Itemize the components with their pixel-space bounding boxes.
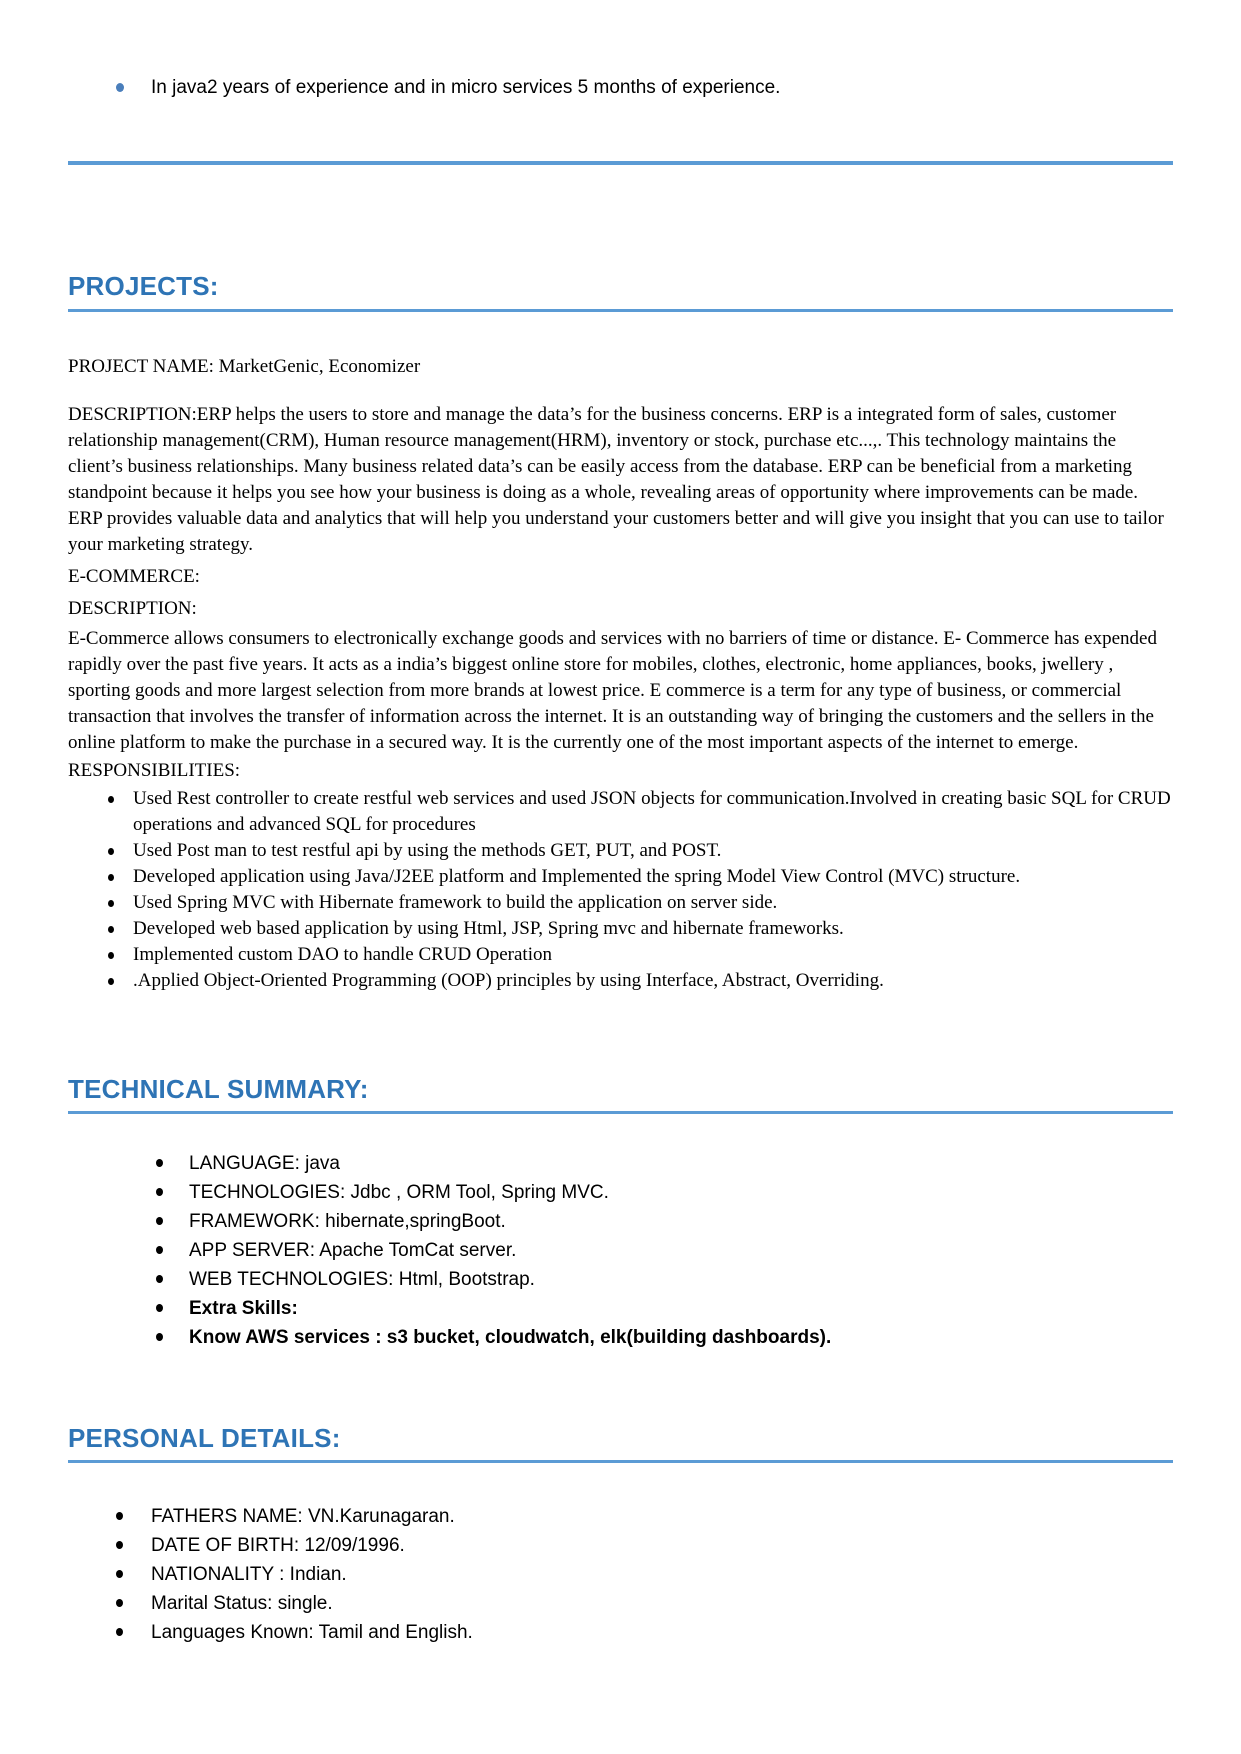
technical-skill-item: FRAMEWORK: hibernate,springBoot. — [68, 1207, 1173, 1236]
technical-skill-item: TECHNOLOGIES: Jdbc , ORM Tool, Spring MVC. — [68, 1178, 1173, 1207]
personal-details-underline — [68, 1460, 1173, 1463]
personal-detail-item: NATIONALITY : Indian. — [68, 1560, 1173, 1589]
responsibility-item: .Applied Object-Oriented Programming (OOP) principles by using Interface, Abstract, Overriding. — [68, 968, 1173, 994]
technical-summary-list — [68, 1149, 1173, 1352]
ecommerce-description: E-Commerce allows consumers to electronically exchange goods and services with no barriers of time or distance. E- Commerce has expended rapidly over the past five years. It acts as a india’s biggest online store for mobiles, clothes, electronic, home appliances, books, jwellery , sporting goods and more largest selection from more brands at lowest price. E commerce is a term for any type of business, or commercial transaction that involves the transfer of information across the internet. It is an outstanding way of bringing the customers and the sellers in the online platform to make the purchase in a secured way. It is the currently one of the most important aspects of the internet to emerge. — [68, 628, 1157, 753]
personal-detail-item: Languages Known: Tamil and English. — [68, 1618, 1173, 1647]
description-label: DESCRIPTION: — [68, 598, 197, 619]
responsibility-item: Used Rest controller to create restful web services and used JSON objects for communication.Involved in creating basic SQL for CRUD operations and advanced SQL for procedures — [68, 786, 1173, 838]
personal-detail-item: Marital Status: single. — [68, 1589, 1173, 1618]
technical-skill-item: Know AWS services : s3 bucket, cloudwatch, elk(building dashboards). — [68, 1323, 1173, 1352]
technical-skill-item: APP SERVER: Apache TomCat server. — [68, 1236, 1173, 1265]
projects-heading-underline — [68, 309, 1173, 312]
project-name-line: PROJECT NAME: MarketGenic, Economizer — [68, 356, 421, 377]
responsibility-item: Developed application using Java/J2EE platform and Implemented the spring Model View Control (MVC) structure. — [68, 864, 1173, 890]
responsibility-item: Developed web based application by using Html, JSP, Spring mvc and hibernate frameworks. — [68, 916, 1173, 942]
technical-summary-heading: TECHNICAL SUMMARY: — [68, 1074, 369, 1104]
personal-detail-item: DATE OF BIRTH: 12/09/1996. — [68, 1531, 1173, 1560]
responsibilities-label: RESPONSIBILITIES: — [68, 760, 241, 781]
responsibilities-list — [68, 786, 1173, 994]
responsibility-item: Implemented custom DAO to handle CRUD Operation — [68, 942, 1173, 968]
responsibility-item: Used Post man to test restful api by using the methods GET, PUT, and POST. — [68, 838, 1173, 864]
intro-bullet-item: In java2 years of experience and in micro services 5 months of experience. — [68, 75, 1173, 100]
intro-bullet-list — [68, 75, 1173, 100]
personal-details-list — [68, 1502, 1173, 1647]
document-content — [68, 75, 1173, 1647]
project-description: DESCRIPTION:ERP helps the users to store and manage the data’s for the business concerns. ERP is a integrated form of sales, customer relationship management(CRM), Human resource management(HRM), inventory or stock, purchase etc...,. This technology maintains the client’s business relationships. Many business related data’s can be easily access from the database. ERP can be beneficial from a marketing standpoint because it helps you see how your business is doing as a whole, revealing areas of opportunity where improvements can be made. ERP provides valuable data and analytics that will help you understand your customers better and will give you insight that you can use to tailor your marketing strategy. — [68, 404, 1164, 555]
ecommerce-label: E-COMMERCE: — [68, 566, 200, 587]
technical-skill-item: LANGUAGE: java — [68, 1149, 1173, 1178]
personal-detail-item: FATHERS NAME: VN.Karunagaran. — [68, 1502, 1173, 1531]
technical-skill-item: WEB TECHNOLOGIES: Html, Bootstrap. — [68, 1265, 1173, 1294]
responsibility-item: Used Spring MVC with Hibernate framework to build the application on server side. — [68, 890, 1173, 916]
technical-summary-underline — [68, 1111, 1173, 1114]
technical-skill-item: Extra Skills: — [68, 1294, 1173, 1323]
personal-details-heading: PERSONAL DETAILS: — [68, 1423, 341, 1453]
section-divider — [68, 161, 1173, 165]
projects-heading: PROJECTS: — [68, 271, 219, 301]
